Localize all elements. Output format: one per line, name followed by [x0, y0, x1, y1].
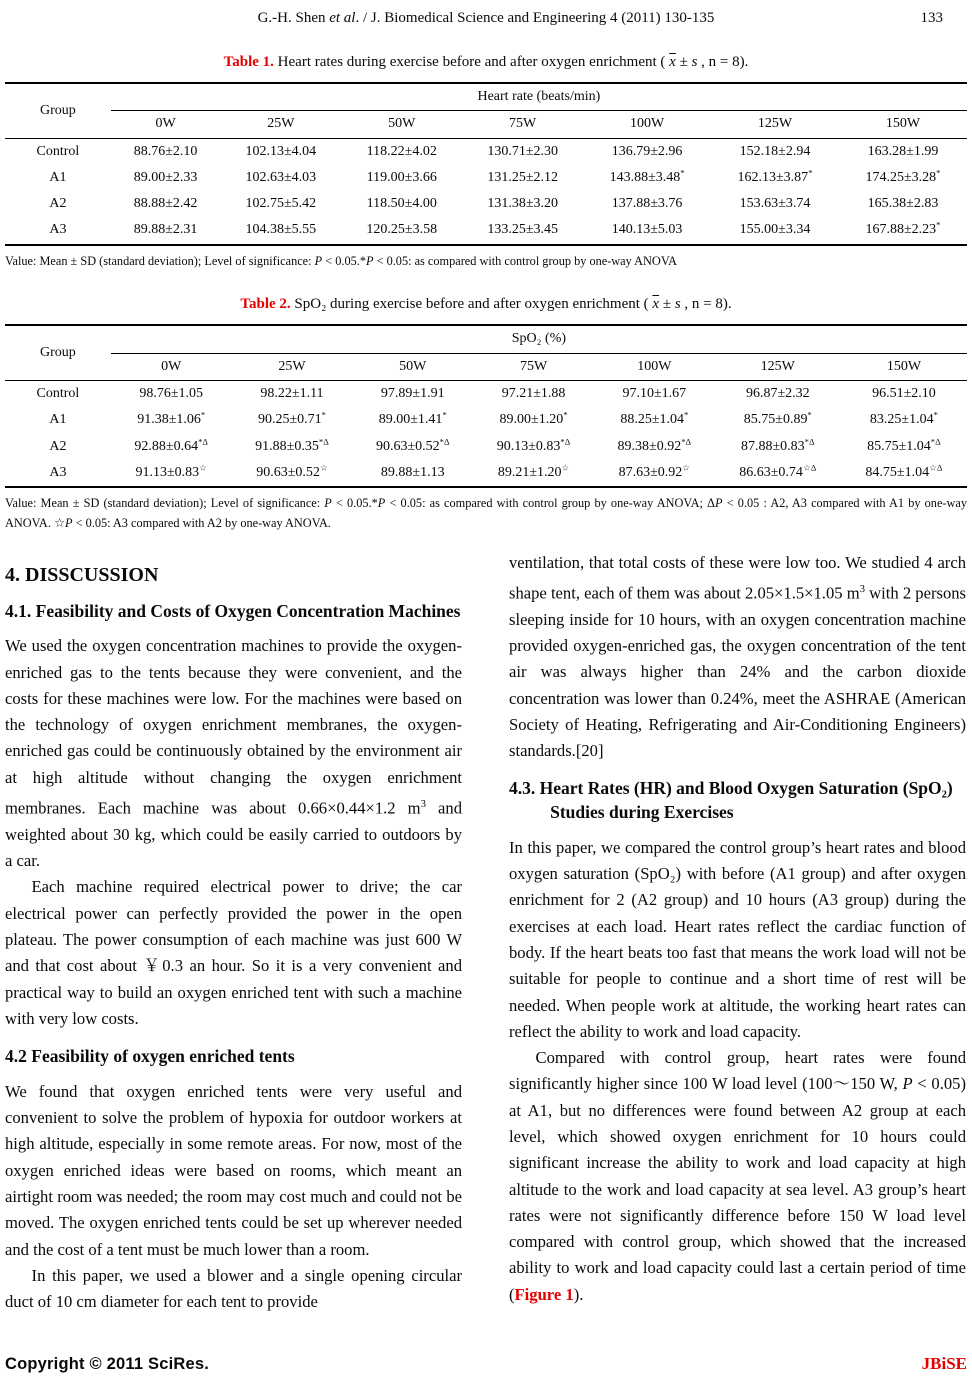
table1-caption: [5, 54, 967, 71]
text-segment: ventilation, that total costs of these were low too. We studied 4 arch shape tent, each of them was about 2.05×1.5×1.05 m: [509, 552, 966, 603]
text-segment: < 0.05 : A2, A3 compared with A1 by one-way ANOVA.: [5, 496, 967, 530]
text-segment: and weighted about 30 kg, which could be easily carried to outdoors by a car.: [5, 798, 463, 871]
text-segment: Compared with control group, heart rates were found significantly higher since 100 W load level (100～150 W,: [509, 1048, 966, 1094]
value-cell: 130.71±2.30: [487, 143, 558, 159]
value-cell: 98.76±1.05: [139, 386, 204, 402]
significance-marker: *Δ: [681, 435, 692, 446]
value-cell: 131.25±2.12: [487, 169, 558, 185]
page-number: 133: [920, 10, 943, 26]
value-cell: 143.88±3.48*: [609, 167, 685, 185]
table-row: [5, 460, 967, 487]
table2: [5, 324, 967, 488]
load-column-header: 75W: [473, 353, 594, 380]
text-segment: Table 1.: [223, 54, 274, 70]
table2-footnote: [5, 494, 967, 533]
value-cell: 89.00±1.20*: [499, 409, 568, 428]
text-segment: Δ: [707, 496, 716, 511]
text-segment: In this paper, we compared the control group’s heart rates and blood oxygen saturation (SpO₂) with before (A1 group) and after oxygen enrichment for 2 (A2 group) and 10 hours (A3 group) during the exercises at each load. Heart rates reflect the cardiac function of body. If the heart beats too fast that means the work load will not be suitable for people to continue and a short time of rest will be needed. When people work at altitude, the working heart rates can reflect the ability to work and load capacity.: [509, 837, 966, 1041]
value-cell: $87.88\pm 0.83^{*\Delta}$: [740, 435, 815, 454]
significance-marker: ☆: [199, 462, 207, 473]
significance-marker: ☆Δ: [802, 462, 817, 473]
table2-block: [5, 296, 967, 533]
paragraph: [509, 1045, 966, 1308]
value-cell: 97.10±1.67: [622, 386, 687, 402]
group-cell: Control: [36, 143, 80, 159]
value-cell: $90.63\pm 0.52^{*\Delta}$: [375, 435, 450, 454]
group-cell: A3: [49, 464, 67, 480]
text-segment: < 0.05.*: [322, 253, 366, 268]
text-segment: < 0.05: A3 compared with A2 by one-way ANOVA.: [72, 515, 331, 530]
text-segment: s: [691, 54, 698, 70]
text-segment: P: [377, 496, 386, 511]
table2-caption: [5, 296, 967, 313]
value-cell: 91.13±0.83☆: [135, 462, 207, 480]
value-cell: 96.51±2.10: [872, 386, 936, 402]
value-cell: $90.13\pm 0.83^{*\Delta}$: [496, 435, 571, 454]
text-segment: We used the oxygen concentration machines to provide the oxygen-enriched gas to the tents because they were convenient, and the costs for these machines were low. For the machines were based on the technology of oxygen enrichment membranes, the oxygen-enriched gas could be continuously obtained by the environment air at high altitude without changing the oxygen enrichment membranes. Each machine was about 0.66×0.44×1.2 m: [5, 636, 462, 818]
text-segment: G.-H. Shen: [257, 10, 330, 26]
load-column-header: 150W: [839, 111, 967, 138]
text-segment: We found that oxygen enriched tents were very useful and convenient to solve the problem of hypoxia for outdoor workers at high altitude, especially in some remote areas. For now, most of the oxygen enriched ideas were based on rooms, which meant an airtight room was needed; the room may cost much and could not be moved. The oxygen enriched tents could be set up wherever needed and the cost of a tent must be much lower than a room.: [5, 1081, 462, 1259]
left-column: [5, 550, 462, 1316]
text-segment: , n = 8).: [680, 296, 732, 313]
group-cell: A3: [49, 222, 67, 238]
value-cell: 88.25±1.04*: [620, 409, 689, 428]
text-segment: < 0.05: as compared with control group by one-way ANOVA;: [385, 496, 708, 511]
text-segment: 4.3. Heart Rates (HR) and Blood Oxygen Saturation (SpO₂) Studies during Exercises: [509, 778, 953, 823]
group-cell: A1: [49, 169, 67, 185]
load-column-header: 0W: [111, 111, 221, 138]
table-row: [5, 434, 967, 460]
text-segment: P: [715, 496, 723, 511]
significance-marker: *: [684, 409, 689, 420]
value-cell: 165.38±2.83: [867, 196, 939, 212]
load-column-header: 100W: [583, 111, 711, 138]
text-segment: . / J. Biomedical Science and Engineering 4 (2011) 130-135: [355, 10, 715, 26]
load-column-header: 150W: [841, 353, 967, 380]
value-cell: 85.75±0.89*: [743, 409, 812, 428]
running-head: [5, 10, 967, 27]
value-cell: 153.63±3.74: [739, 196, 811, 212]
paragraph: [5, 1079, 462, 1263]
value-cell: 174.25±3.28*: [865, 167, 941, 185]
significance-marker: *Δ: [804, 435, 815, 446]
article-body: [5, 550, 967, 1316]
text-segment: s: [674, 296, 681, 313]
right-column: [509, 550, 966, 1316]
significance-marker: *Δ: [560, 435, 571, 446]
value-cell: 97.21±1.88: [501, 386, 566, 402]
significance-marker: *: [933, 409, 938, 420]
value-cell: 87.63±0.92☆: [618, 462, 691, 480]
table-row: [5, 217, 967, 244]
significance-marker: *: [936, 167, 941, 178]
value-cell: $84.75\pm 1.04^{☆\Delta}$: [865, 462, 943, 480]
paragraph: [509, 835, 966, 1045]
table-row: [5, 381, 967, 408]
value-cell: 102.63±4.03: [245, 169, 317, 185]
value-cell: $91.88\pm 0.35^{*\Delta}$: [255, 435, 329, 454]
value-cell: 133.25±3.45: [487, 222, 558, 238]
paragraph: [5, 633, 462, 874]
significance-marker: *: [936, 219, 941, 230]
text-segment: , n = 8).: [697, 54, 749, 70]
table-row: [5, 407, 967, 433]
value-cell: 89.21±1.20☆: [497, 462, 570, 480]
value-cell: 136.79±2.96: [611, 143, 683, 159]
page-footer: [5, 1354, 967, 1374]
copyright-notice: Copyright © 2011 SciRes.: [5, 1355, 210, 1373]
subsection-heading: [509, 777, 966, 824]
value-cell: 163.28±1.99: [867, 143, 939, 159]
significance-marker: ☆: [682, 462, 691, 473]
group-column-header: Group: [5, 325, 111, 380]
text-segment: Value: Mean ± SD (standard deviation); Level of significance:: [5, 496, 325, 511]
paragraph: [509, 550, 966, 765]
value-cell: 137.88±3.76: [611, 196, 683, 212]
group-cell: A1: [49, 412, 67, 428]
text-segment: P: [65, 515, 73, 530]
text-segment: P: [324, 496, 332, 511]
value-cell: 89.88±1.13: [380, 464, 445, 480]
value-cell: 96.87±2.32: [745, 386, 810, 402]
significance-marker: *: [807, 409, 812, 420]
value-cell: 90.63±0.52☆: [256, 462, 328, 480]
section-heading: [5, 564, 462, 587]
text-segment: P: [365, 253, 374, 268]
text-segment: < 0.05) at A1, but no differences were found between A2 group at each level, which showed oxygen enrichment for 10 hours could significant increase the ability to work and load capacity at high altitude to the work and load capacity at sea level. A3 group’s heart rates were not significantly difference before 150 W load level compared with control group, which showed that the increased ability to work and load capacity could last a certain period of time (: [509, 1074, 966, 1304]
subsection-heading: [5, 600, 462, 624]
text-segment: Table 2.: [240, 296, 291, 313]
paragraph: [5, 1263, 462, 1316]
group-column-header: Group: [5, 83, 111, 138]
text-segment: with 2 persons sleeping inside for 10 hours, with an oxygen concentration machine provided oxygen-enriched gas, the oxygen concentration of the tent air was always higher than 24% and the carbon dioxide concentration was lower than 0.24%, meet the ASHRAE (American Society of Heating, Refrigerating and Air-Conditioning Engineers) standards.[20]: [509, 583, 966, 761]
load-column-header: 50W: [352, 353, 473, 380]
value-cell: 89.00±2.33: [133, 169, 198, 185]
text-segment: 3: [859, 582, 866, 595]
table-row: [5, 191, 967, 217]
value-cell: 118.22±4.02: [366, 143, 437, 159]
subsection-heading: [5, 1045, 462, 1069]
value-cell: 119.00±3.66: [366, 169, 437, 185]
text-segment: ☆: [53, 515, 65, 530]
table1: [5, 82, 967, 246]
text-segment: P: [902, 1074, 913, 1094]
significance-marker: *Δ: [198, 435, 208, 446]
value-cell: $89.38\pm 0.92^{*\Delta}$: [617, 435, 692, 454]
value-cell: 102.13±4.04: [245, 143, 317, 159]
text-segment: 4.1. Feasibility and Costs of Oxygen Concentration Machines: [5, 600, 461, 621]
significance-marker: ☆: [561, 462, 570, 473]
text-segment: 4.2 Feasibility of oxygen enriched tents: [5, 1046, 295, 1067]
text-segment: 4. DISSCUSSION: [5, 563, 159, 586]
table1-block: [5, 54, 967, 271]
significance-marker: *Δ: [439, 435, 450, 446]
significance-marker: *: [200, 409, 206, 420]
measure-span-header: [111, 83, 967, 111]
text-segment: $\overline{x}$: [652, 296, 660, 313]
significance-marker: *: [563, 409, 568, 420]
text-segment: SpO₂ during exercise before and after oxygen enrichment (: [290, 296, 653, 313]
value-cell: 162.13±3.87*: [737, 167, 813, 185]
text-segment: 3: [420, 797, 426, 810]
text-segment: et al: [329, 10, 356, 26]
load-column-header: 50W: [341, 111, 462, 138]
significance-marker: ☆: [319, 462, 328, 473]
journal-logo: JBiSE: [921, 1354, 967, 1373]
significance-marker: *Δ: [930, 435, 941, 446]
text-segment: Heart rates during exercise before and after oxygen enrichment (: [273, 54, 670, 70]
text-segment: ).: [573, 1284, 584, 1304]
value-cell: 118.50±4.00: [366, 196, 437, 212]
significance-marker: *Δ: [318, 435, 329, 446]
value-cell: 88.76±2.10: [133, 143, 198, 159]
significance-marker: ☆Δ: [929, 462, 943, 473]
load-column-header: 25W: [232, 353, 353, 380]
text-segment: < 0.05.*: [331, 496, 378, 511]
value-cell: 131.38±3.20: [487, 196, 558, 212]
group-cell: A2: [49, 438, 67, 454]
group-cell: A2: [49, 196, 67, 212]
value-cell: 91.38±1.06*: [137, 409, 206, 428]
value-cell: $92.88\pm 0.64^{*\Delta}$: [134, 435, 208, 454]
group-cell: Control: [36, 386, 80, 402]
significance-marker: *: [321, 409, 326, 420]
value-cell: $86.63\pm 0.74^{☆\Delta}$: [739, 462, 817, 480]
text-segment: P: [314, 253, 323, 268]
text-segment: Each machine required electrical power to drive; the car electrical power can perfectly provided the power in the open plateau. The power consumption of each machine was just 600 W and that cost about ￥0.3 an hour. So it is a very convenient and practical way to build an oxygen enriched tent with such a machine with very low costs.: [5, 877, 462, 1028]
value-cell: 104.38±5.55: [245, 222, 317, 238]
value-cell: 98.22±1.11: [260, 386, 324, 402]
load-column-header: 0W: [111, 353, 232, 380]
load-column-header: 25W: [220, 111, 341, 138]
value-cell: 89.00±1.41*: [378, 409, 447, 428]
load-column-header: 125W: [715, 353, 841, 380]
table1-footnote: [5, 252, 967, 272]
text-segment: ±: [675, 54, 692, 70]
value-cell: 90.25±0.71*: [257, 409, 326, 428]
paragraph: [5, 874, 462, 1032]
value-cell: $85.75\pm 1.04^{*\Delta}$: [867, 435, 941, 454]
value-cell: 120.25±3.58: [366, 222, 438, 238]
load-column-header: 75W: [462, 111, 583, 138]
significance-marker: *: [442, 409, 447, 420]
text-segment: ±: [659, 296, 675, 313]
value-cell: 155.00±3.34: [739, 222, 811, 238]
value-cell: 88.88±2.42: [133, 196, 198, 212]
table-row: [5, 138, 967, 165]
value-cell: 83.25±1.04*: [869, 409, 938, 428]
value-cell: 102.75±5.42: [245, 196, 317, 212]
text-segment: Heart rate (beats/min): [477, 89, 601, 104]
load-column-header: 100W: [594, 353, 715, 380]
text-segment: Value: Mean ± SD (standard deviation); Level of significance:: [5, 253, 315, 268]
value-cell: 167.88±2.23*: [865, 219, 941, 238]
text-segment: SpO₂ (%): [511, 331, 567, 347]
figure-reference-link[interactable]: Figure 1: [514, 1284, 574, 1304]
load-column-header: 125W: [711, 111, 839, 138]
value-cell: 89.88±2.31: [133, 222, 198, 238]
text-segment: $\overline{x}$: [669, 54, 676, 70]
significance-marker: *: [680, 167, 685, 178]
text-segment: < 0.05: as compared with control group by one-way ANOVA: [373, 253, 677, 268]
value-cell: 97.89±1.91: [380, 386, 445, 402]
measure-span-header: [111, 325, 967, 353]
text-segment: In this paper, we used a blower and a single opening circular duct of 10 cm diameter for each tent to provide: [5, 1265, 462, 1312]
table-row: [5, 165, 967, 191]
running-title: [5, 10, 967, 27]
value-cell: 140.13±5.03: [611, 222, 683, 238]
value-cell: 152.18±2.94: [739, 143, 811, 159]
significance-marker: *: [808, 167, 813, 178]
